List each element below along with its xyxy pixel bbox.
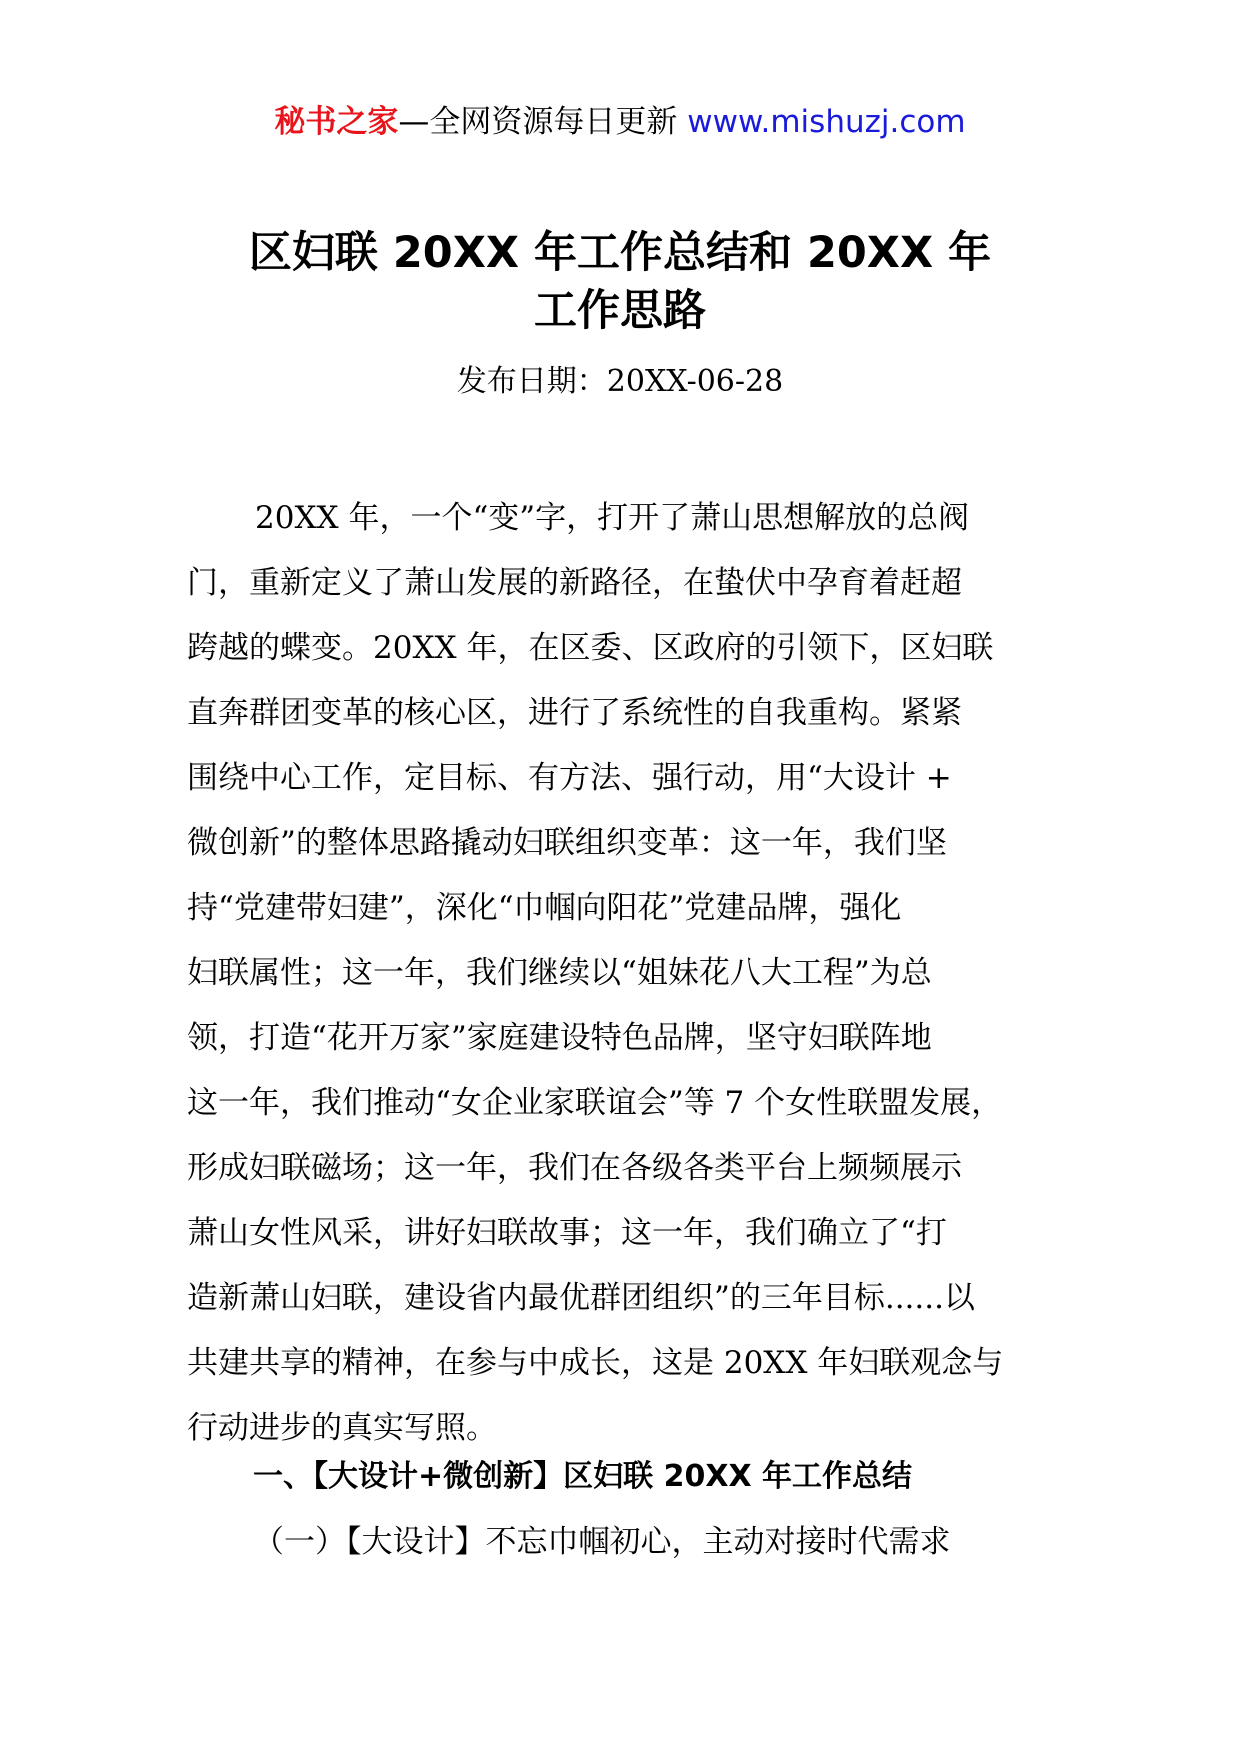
- site-url-link[interactable]: www.mishuzj.com: [687, 104, 966, 140]
- paragraph-line: 共建共享的精神，在参与中成长，这是 20XX 年妇联观念与: [187, 1345, 1004, 1381]
- brand-slogan: —全网资源每日更新: [398, 104, 688, 140]
- paragraph-line: 直奔群团变革的核心区，进行了系统性的自我重构。紧紧: [187, 695, 962, 731]
- paragraph-line: 妇联属性；这一年，我们继续以“姐妹花八大工程”为总: [187, 955, 932, 991]
- title-line-2: 工作思路: [534, 286, 706, 336]
- paragraph-line: 萧山女性风采，讲好妇联故事；这一年，我们确立了“打: [187, 1215, 947, 1251]
- section-heading: 一、【大设计+微创新】区妇联 20XX 年工作总结: [253, 1459, 913, 1494]
- paragraph-line: 造新萧山妇联，建设省内最优群团组织”的三年目标......以: [187, 1280, 975, 1316]
- paragraph-line: 领，打造“花开万家”家庭建设特色品牌，坚守妇联阵地: [187, 1020, 932, 1056]
- paragraph-line: 形成妇联磁场；这一年，我们在各级各类平台上频频展示: [187, 1150, 962, 1186]
- title-line-1: 区妇联 20XX 年工作总结和 20XX 年: [248, 228, 992, 278]
- paragraph-line: 行动进步的真实写照。: [187, 1410, 497, 1446]
- subsection-heading: （一）【大设计】不忘巾帼初心，主动对接时代需求: [253, 1524, 951, 1560]
- paragraph-line: 持“党建带妇建”，深化“巾帼向阳花”党建品牌，强化: [187, 890, 902, 926]
- document-title: [0, 224, 1240, 340]
- publish-date: 发布日期：20XX-06-28: [456, 364, 784, 399]
- paragraph-line: 20XX 年，一个“变”字，打开了萧山思想解放的总阀: [255, 500, 970, 536]
- intro-paragraph: [187, 486, 1057, 1461]
- site-banner: [0, 100, 1240, 144]
- paragraph-line: 这一年，我们推动“女企业家联谊会”等 7 个女性联盟发展，: [187, 1085, 1003, 1121]
- paragraph-line: 门，重新定义了萧山发展的新路径，在蛰伏中孕育着赶超: [187, 565, 962, 601]
- paragraph-line: 跨越的蝶变。20XX 年，在区委、区政府的引领下，区妇联: [187, 630, 994, 666]
- brand-name: 秘书之家: [274, 104, 399, 140]
- paragraph-line: 微创新”的整体思路撬动妇联组织变革：这一年，我们坚: [187, 825, 947, 861]
- paragraph-line: 围绕中心工作，定目标、有方法、强行动，用“大设计 +: [187, 760, 952, 796]
